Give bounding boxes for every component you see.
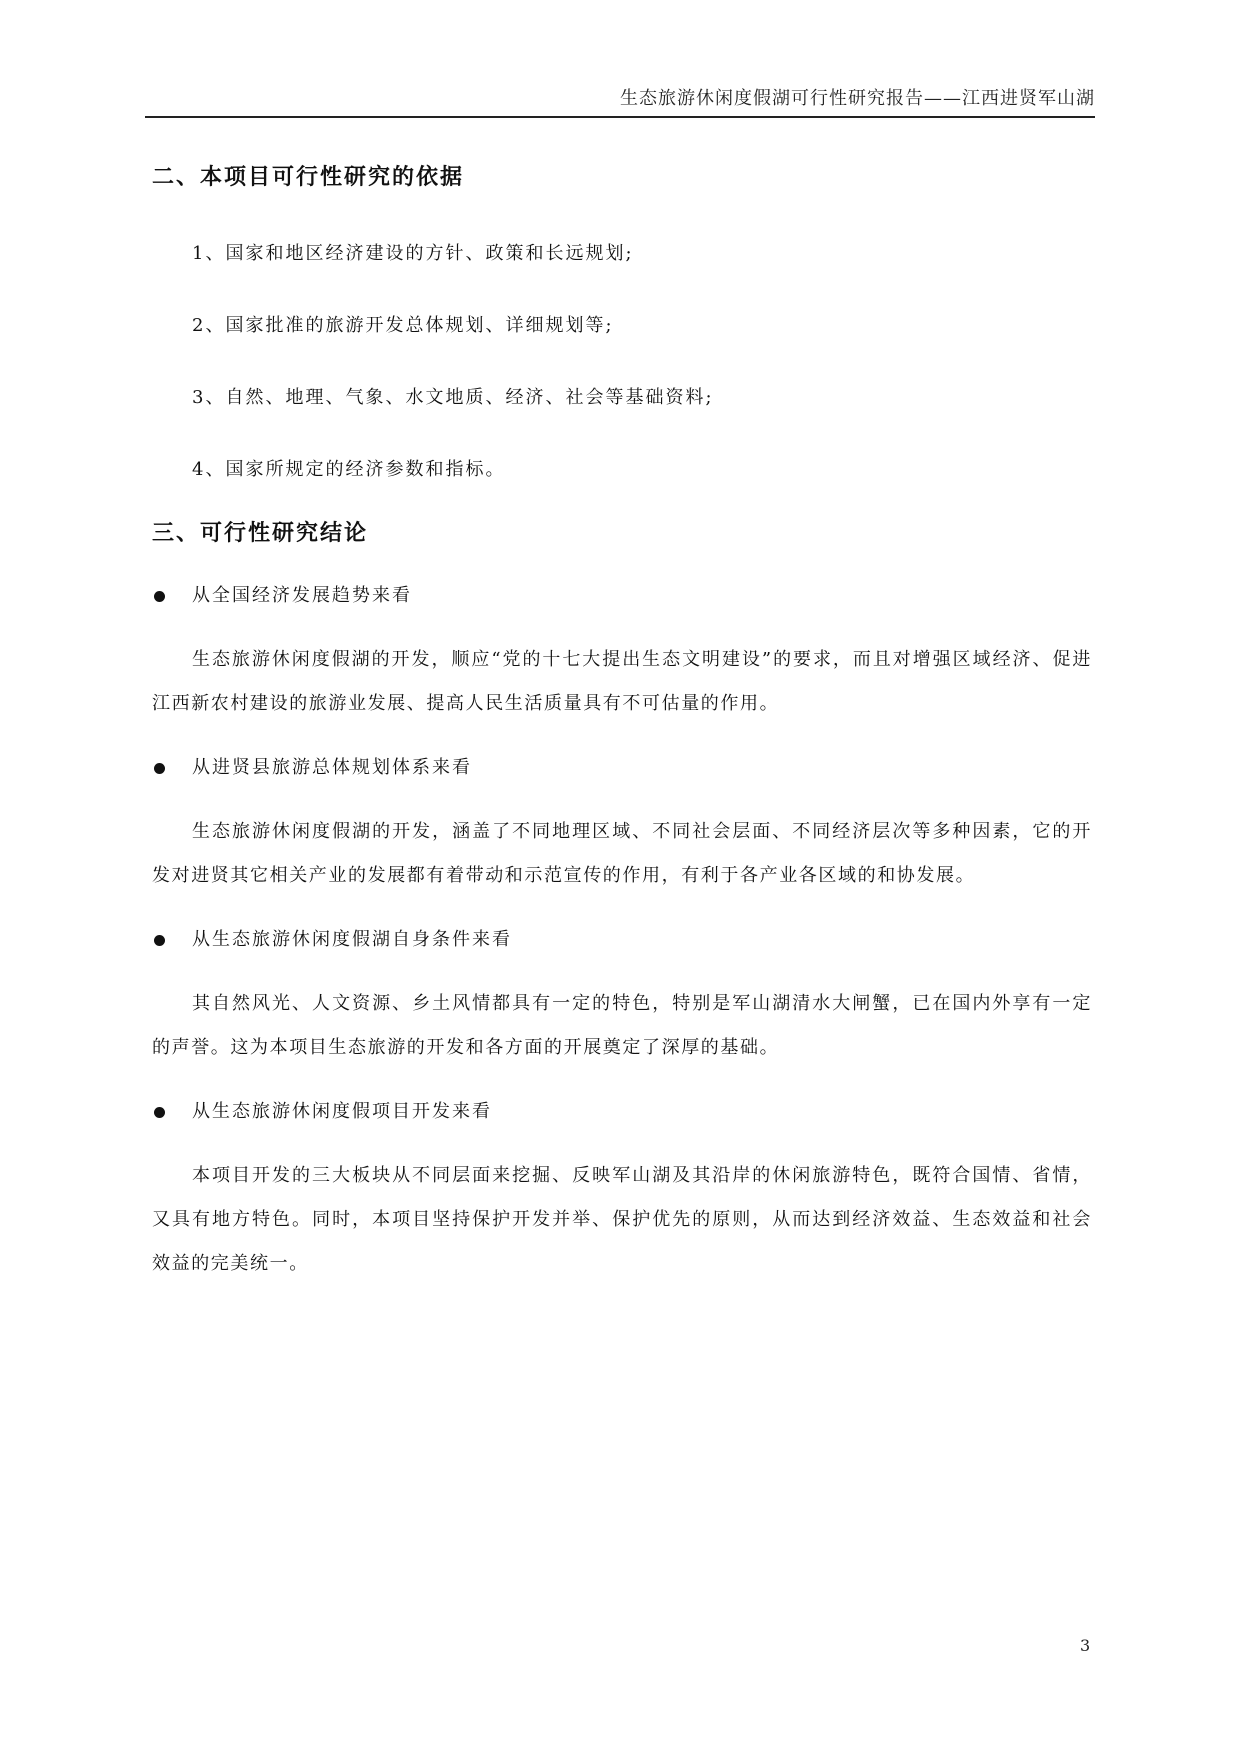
header-title: 生态旅游休闲度假湖可行性研究报告——江西进贤军山湖 [620, 88, 1095, 109]
point-title-text: 从全国经济发展趋势来看 [192, 585, 412, 606]
bullet-icon [154, 935, 165, 946]
section-heading-conclusion: 三、可行性研究结论 [152, 521, 369, 546]
basis-item: 4、国家所规定的经济参数和指标。 [192, 459, 506, 480]
bullet-icon [154, 1107, 165, 1118]
page-number: 3 [1080, 1636, 1091, 1655]
conclusion-point-title [152, 574, 1092, 618]
bullet-icon [154, 763, 165, 774]
point-title-text: 从进贤县旅游总体规划体系来看 [192, 757, 472, 778]
point-title-text: 从生态旅游休闲度假项目开发来看 [192, 1101, 492, 1122]
conclusion-paragraph: 生态旅游休闲度假湖的开发，涵盖了不同地理区域、不同社会层面、不同经济层次等多种因素，它的开发对进贤其它相关产业的发展都有着带动和示范宣传的作用，有利于各产业各区域的和协发展。 [152, 821, 1092, 886]
conclusion-paragraph: 其自然风光、人文资源、乡土风情都具有一定的特色，特别是军山湖清水大闸蟹，已在国内外享有一定的声誉。这为本项目生态旅游的开发和各方面的开展奠定了深厚的基础。 [152, 993, 1092, 1058]
conclusion-point-title [152, 918, 1092, 962]
basis-item: 1、国家和地区经济建设的方针、政策和长远规划; [192, 243, 634, 264]
conclusion-paragraph: 生态旅游休闲度假湖的开发，顺应“党的十七大提出生态文明建设”的要求，而且对增强区域经济、促进江西新农村建设的旅游业发展、提高人民生活质量具有不可估量的作用。 [152, 649, 1092, 714]
page-content [152, 156, 1092, 1286]
conclusion-point-title [152, 746, 1092, 790]
bullet-icon [154, 591, 165, 602]
basis-item: 2、国家批准的旅游开发总体规划、详细规划等; [192, 315, 614, 336]
section-heading-basis: 二、本项目可行性研究的依据 [152, 165, 465, 190]
point-title-text: 从生态旅游休闲度假湖自身条件来看 [192, 929, 512, 950]
page-header [145, 86, 1095, 118]
conclusion-paragraph: 本项目开发的三大板块从不同层面来挖掘、反映军山湖及其沿岸的休闲旅游特色，既符合国情、省情，又具有地方特色。同时，本项目坚持保护开发并举、保护优先的原则，从而达到经济效益、生态效益和社会效益的完美统一。 [152, 1165, 1092, 1274]
conclusion-point-title [152, 1090, 1092, 1134]
basis-item: 3、自然、地理、气象、水文地质、经济、社会等基础资料; [192, 387, 714, 408]
